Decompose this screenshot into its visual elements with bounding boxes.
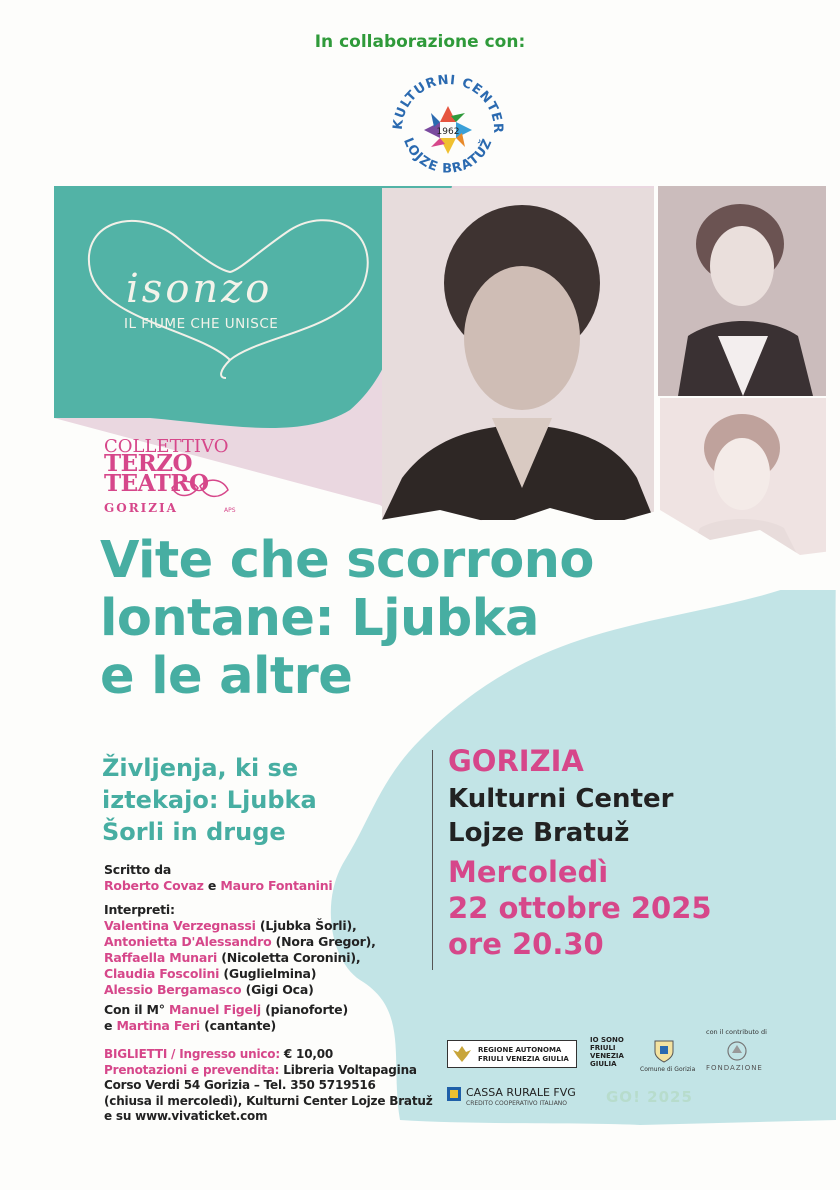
title-line-2: lontane: Ljubka bbox=[100, 589, 539, 648]
cast-role: (Guglielmina) bbox=[223, 966, 317, 981]
cast-member bbox=[104, 982, 376, 998]
collaboration-label: In collaborazione con: bbox=[314, 32, 526, 52]
cassa-rurale-icon bbox=[447, 1087, 461, 1101]
portrait-ljubka-photo bbox=[382, 188, 654, 520]
cast-member bbox=[104, 918, 376, 934]
theatre-logo-collettivo: COLLETTIVO bbox=[104, 436, 229, 457]
fondazione-crest-icon bbox=[726, 1040, 748, 1062]
event-datetime bbox=[448, 854, 712, 962]
cast-name: Antonietta D'Alessandro bbox=[104, 934, 272, 949]
cast-name: Claudia Foscolini bbox=[104, 966, 220, 981]
cast-role: (Nicoletta Coronini), bbox=[221, 950, 361, 965]
region-eagle-icon bbox=[452, 1044, 472, 1064]
presale-hours: (chiusa il mercoledì), Kulturni Center Lojze Bratuž bbox=[104, 1093, 433, 1108]
event-date: 22 ottobre 2025 bbox=[448, 891, 712, 925]
theatre-masks-icon bbox=[170, 478, 230, 500]
show-title-italian bbox=[100, 532, 594, 706]
cast-name: Valentina Verzegnassi bbox=[104, 918, 256, 933]
theatre-logo-teatro: TEATRO bbox=[104, 470, 209, 497]
subtitle-line-3: Šorli in druge bbox=[102, 818, 286, 846]
with-label: Con il M° bbox=[104, 1002, 169, 1017]
theatre-logo-badge: APS bbox=[224, 507, 236, 514]
cast-name: Raffaella Munari bbox=[104, 950, 218, 965]
venue-name-line-1: Kulturni Center bbox=[448, 784, 674, 814]
musician-1: Manuel Figelj bbox=[168, 1002, 261, 1017]
go-2025-logo: GO! 2025 bbox=[606, 1088, 693, 1106]
io-sono-line-1: IO SONO bbox=[590, 1036, 624, 1044]
musicians-and: e bbox=[104, 1018, 117, 1033]
cast-role: (Nora Gregor), bbox=[275, 934, 376, 949]
cast-member bbox=[104, 966, 376, 982]
title-line-3: e le altre bbox=[100, 647, 353, 706]
cast-member bbox=[104, 934, 376, 950]
io-sono-fvg-logo bbox=[590, 1036, 624, 1068]
kc-logo-top-text: KULTURNI CENTER bbox=[390, 72, 506, 135]
cassa-rurale-name: CASSA RURALE FVG bbox=[466, 1086, 576, 1099]
written-by-label: Scritto da bbox=[104, 862, 172, 877]
musician-2: Martina Feri bbox=[116, 1018, 200, 1033]
ticket-price: € 10,00 bbox=[279, 1047, 333, 1061]
credits bbox=[104, 862, 376, 1034]
region-line-1: REGIONE AUTONOMA bbox=[478, 1046, 562, 1054]
cast-role: (Gigi Oca) bbox=[245, 982, 314, 997]
cast-name: Alessio Bergamasco bbox=[104, 982, 242, 997]
cassa-rurale-tagline: CREDITO COOPERATIVO ITALIANO bbox=[466, 1100, 568, 1107]
show-title-slovenian bbox=[102, 752, 317, 848]
cast-role: (Ljubka Šorli), bbox=[259, 918, 357, 933]
theatre-logo-terzo: TERZO bbox=[104, 450, 193, 477]
io-sono-line-3: VENEZIA bbox=[590, 1052, 624, 1060]
musician-1-role: (pianoforte) bbox=[261, 1002, 348, 1017]
authors-line bbox=[104, 878, 376, 894]
subtitle-line-2: iztekajo: Ljubka bbox=[102, 786, 317, 814]
ticket-info bbox=[104, 1047, 432, 1125]
musicians-line-1 bbox=[104, 1002, 376, 1018]
fondazione-label: FONDAZIONE bbox=[706, 1064, 763, 1072]
presale-place: Libreria Voltapagina bbox=[279, 1062, 417, 1077]
event-time: ore 20.30 bbox=[448, 927, 604, 961]
authors-and: e bbox=[207, 878, 217, 893]
comune-crest-icon bbox=[652, 1038, 676, 1064]
ticket-label: BIGLIETTI / Ingresso unico: bbox=[104, 1047, 280, 1061]
cast-label: Interpreti: bbox=[104, 902, 175, 917]
region-fvg-logo bbox=[447, 1040, 577, 1068]
contributo-label: con il contributo di bbox=[706, 1028, 767, 1036]
musicians-line-2 bbox=[104, 1018, 376, 1034]
event-day: Mercoledì bbox=[448, 855, 609, 889]
isonzo-wordmark: isonzo bbox=[126, 266, 273, 312]
kc-logo-year: 1962 bbox=[436, 127, 460, 137]
title-line-1: Vite che scorrono bbox=[100, 531, 594, 590]
isonzo-subtitle: IL FIUME CHE UNISCE bbox=[124, 316, 279, 332]
ticket-price-line bbox=[104, 1047, 432, 1063]
vertical-divider bbox=[432, 750, 433, 970]
author-1: Roberto Covaz bbox=[104, 878, 204, 893]
presale-line bbox=[104, 1063, 432, 1079]
musician-2-role: (cantante) bbox=[199, 1018, 277, 1033]
cast-member bbox=[104, 950, 376, 966]
io-sono-line-2: FRIULI bbox=[590, 1044, 616, 1052]
subtitle-line-1: Življenja, ki se bbox=[102, 754, 299, 782]
presale-address: Corso Verdi 54 Gorizia – Tel. 350 5719516 bbox=[104, 1078, 376, 1092]
comune-label: Comune di Gorizia bbox=[640, 1066, 696, 1073]
author-2: Mauro Fontanini bbox=[220, 878, 333, 893]
venue-name-line-2: Lojze Bratuž bbox=[448, 818, 630, 848]
region-line-2: FRIULI VENEZIA GIULIA bbox=[478, 1055, 569, 1063]
kc-logo-bottom-text: LOJZE BRATUŽ bbox=[400, 135, 496, 177]
venue-city: GORIZIA bbox=[448, 744, 584, 778]
venue-name bbox=[448, 782, 673, 850]
io-sono-line-4: GIULIA bbox=[590, 1060, 617, 1068]
presale-label: Prenotazioni e prevendita: bbox=[104, 1062, 280, 1077]
portrait-nora-photo bbox=[658, 186, 826, 396]
theatre-logo-city: GORIZIA bbox=[104, 501, 178, 515]
presale-online: e su www.vivaticket.com bbox=[104, 1109, 268, 1123]
